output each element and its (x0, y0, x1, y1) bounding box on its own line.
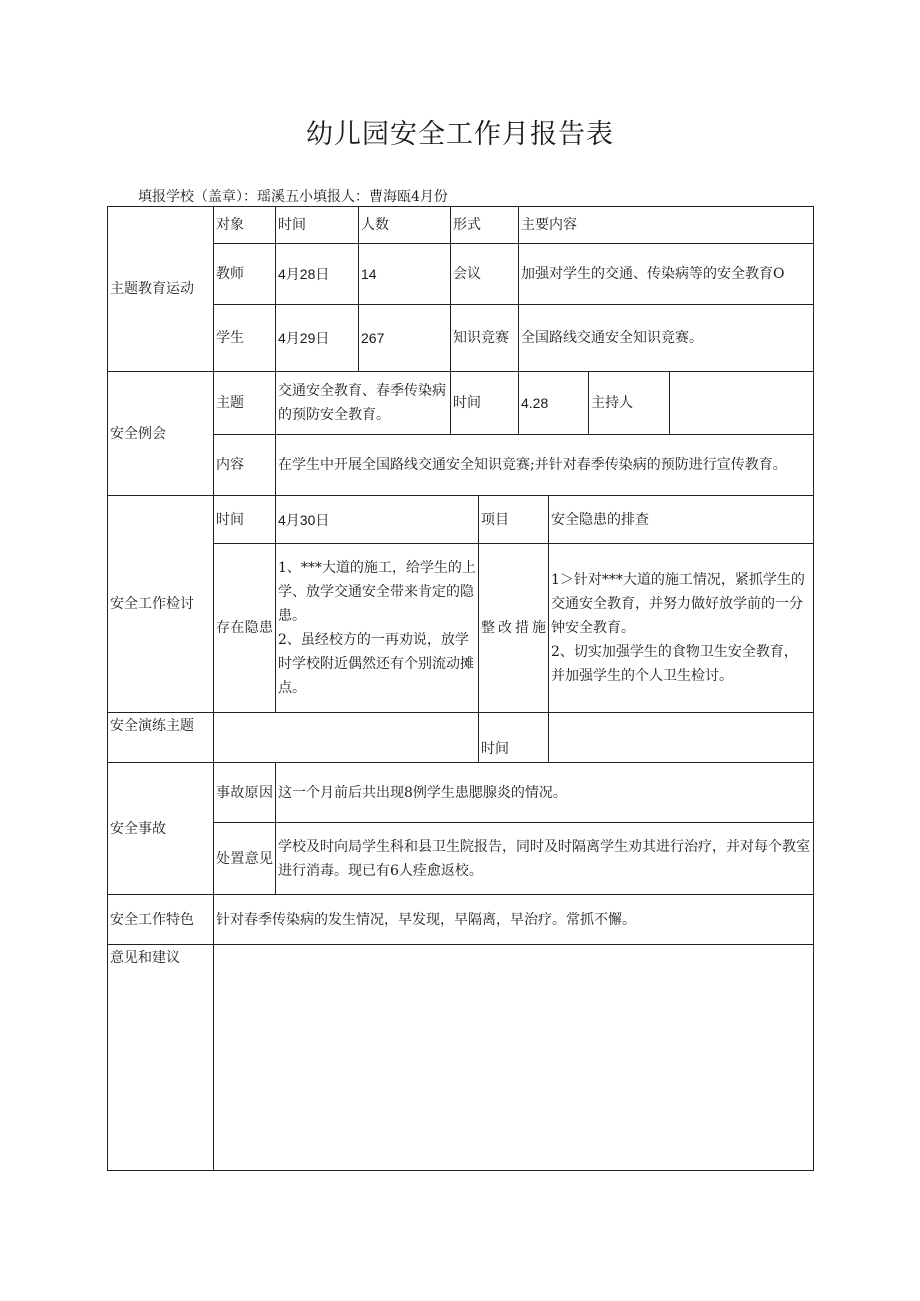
accident-cause: 这一个月前后共出现8例学生患腮腺炎的情况。 (276, 763, 814, 823)
meeting-content-label: 内容 (214, 435, 276, 496)
meeting-host-label: 主持人 (589, 372, 670, 435)
suggestions-text (214, 945, 814, 1171)
section-safety-inspection: 安全工作检讨 (108, 496, 214, 713)
meeting-topic: 交通安全教育、春季传染病的预防安全教育。 (276, 372, 451, 435)
col-header-time: 时间 (276, 207, 359, 244)
col-header-content: 主要内容 (519, 207, 814, 244)
report-table (107, 206, 814, 1171)
row-target: 教师 (214, 244, 276, 305)
row-form: 会议 (451, 244, 519, 305)
hazards-label: 存在隐患 (214, 544, 276, 713)
features-text: 针对春季传染病的发生情况，早发现，早隔离，早治疗。常抓不懈。 (214, 895, 814, 945)
row-count: 267 (359, 305, 451, 372)
meeting-content: 在学生中开展全国路线交通安全知识竞赛;并针对春季传染病的预防进行宣传教育。 (276, 435, 814, 496)
row-content: 加强对学生的交通、传染病等的安全教育O (519, 244, 814, 305)
meeting-time-label: 时间 (451, 372, 519, 435)
row-target: 学生 (214, 305, 276, 372)
hazards-text: 1、***大道的施工，给学生的上学、放学交通安全带来肯定的隐患。 2、虽经校方的一再劝说，放学时学校附近偶然还有个别流动摊点。 (276, 544, 479, 713)
row-content: 全国路线交通安全知识竞赛。 (519, 305, 814, 372)
section-theme-education: 主题教育运动 (108, 207, 214, 372)
inspection-time-label: 时间 (214, 496, 276, 544)
col-header-form: 形式 (451, 207, 519, 244)
section-drill: 安全演练主题 (108, 713, 214, 763)
section-suggestions: 意见和建议 (108, 945, 214, 1171)
section-features: 安全工作特色 (108, 895, 214, 945)
section-safety-meeting: 安全例会 (108, 372, 214, 496)
inspection-item: 安全隐患的排查 (549, 496, 814, 544)
meeting-host (670, 372, 814, 435)
accident-handling: 学校及时向局学生科和县卫生院报告，同时及时隔离学生劝其进行治疗，并对每个教室进行消毒。现已有6人痊愈返校。 (276, 823, 814, 895)
col-header-count: 人数 (359, 207, 451, 244)
meeting-time: 4.28 (519, 372, 589, 435)
inspection-time: 4月30日 (276, 496, 479, 544)
report-header-info: 填报学校（盖章）：瑶溪五小填报人：曹海瓯4月份 (138, 189, 448, 205)
drill-time (549, 713, 814, 763)
drill-time-label: 时间 (479, 713, 549, 763)
row-form: 知识竞赛 (451, 305, 519, 372)
drill-theme (214, 713, 479, 763)
meeting-topic-label: 主题 (214, 372, 276, 435)
col-header-target: 对象 (214, 207, 276, 244)
row-time: 4月29日 (276, 305, 359, 372)
inspection-item-label: 项目 (479, 496, 549, 544)
accident-handling-label: 处置意见 (214, 823, 276, 895)
page-title: 幼儿园安全工作月报告表 (306, 119, 614, 150)
section-accident: 安全事故 (108, 763, 214, 895)
row-time: 4月28日 (276, 244, 359, 305)
accident-cause-label: 事故原因 (214, 763, 276, 823)
row-count: 14 (359, 244, 451, 305)
measures-label: 整改措施 (479, 544, 549, 713)
measures-text: 1＞针对***大道的施工情况，紧抓学生的交通安全教育，并努力做好放学前的一分钟安全教育。 2、切实加强学生的食物卫生安全教育，并加强学生的个人卫生检讨。 (549, 544, 814, 713)
